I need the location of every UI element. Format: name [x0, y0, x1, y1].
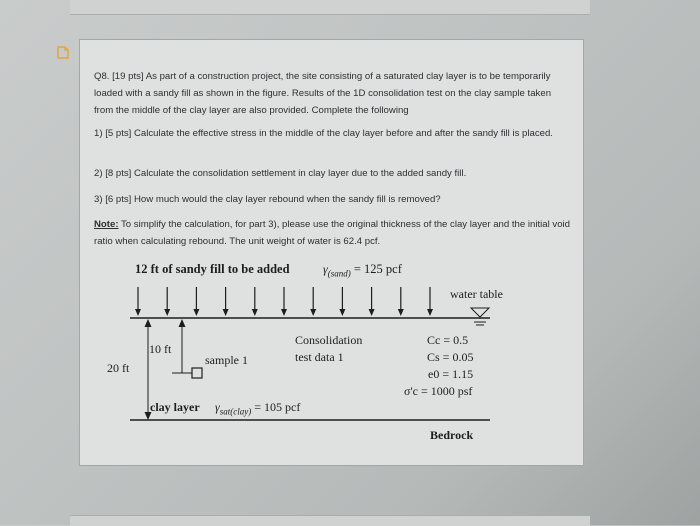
twenty-ft-label: 20 ft	[107, 361, 130, 375]
load-arrow-head	[369, 309, 375, 316]
load-arrow-head	[281, 309, 287, 316]
question-intro: Q8. [19 pts] As part of a construction project, the site consisting of a saturated clay layer is to be temporarily loaded with a sandy fill as shown in the figure. Results of the 1D consolidation test on the clay sample taken from the middle of the clay layer are also provided. Complete the following	[94, 71, 552, 116]
swelling-index: Cs = 0.05	[427, 350, 474, 364]
clay-unit-weight: $\gamma_{sat(clay)} = 105$ pcf	[215, 400, 301, 417]
load-arrow-head	[339, 309, 345, 316]
fill-unit-weight: $\gamma_{(sand)} = 125$ pcf	[323, 262, 402, 279]
test-data-label: test data 1	[295, 350, 344, 364]
load-arrow-head	[223, 309, 229, 316]
sample-label: sample 1	[205, 353, 248, 367]
load-arrow-head	[398, 309, 404, 316]
note-text: To simplify the calculation, for part 3), please use the original thickness of the clay layer and the initial void ratio when calculating rebound. The unit weight of water is 62.4 pcf.	[94, 219, 571, 247]
consolidation-label: Consolidation	[295, 333, 363, 347]
question-part-3: 3) [6 pts] How much would the clay layer rebound when the sandy fill is removed?	[94, 194, 441, 205]
preconsolidation-pressure: σ'c = 1000 psf	[404, 384, 473, 398]
water-table-label: water table	[450, 287, 503, 301]
sample-box	[192, 368, 202, 378]
question-part-2: 2) [8 pts] Calculate the consolidation settlement in clay layer due to the added sandy fill.	[94, 168, 467, 179]
load-arrow-head	[135, 309, 141, 316]
water-table-icon	[471, 308, 489, 325]
load-arrow-head	[427, 309, 433, 316]
fill-load-arrows	[135, 287, 433, 316]
fill-label: 12 ft of sandy fill to be added	[135, 262, 290, 276]
load-arrow-head	[193, 309, 199, 316]
initial-void-ratio: e0 = 1.15	[428, 367, 474, 381]
load-arrow-head	[164, 309, 170, 316]
load-arrow-head	[252, 309, 258, 316]
load-arrow-head	[310, 309, 316, 316]
ten-ft-dimension	[172, 319, 192, 373]
bedrock-label: Bedrock	[430, 428, 474, 442]
question-part-1: 1) [5 pts] Calculate the effective stress in the middle of the clay layer before and after the sandy fill is placed.	[94, 128, 553, 139]
compression-index: Cc = 0.5	[427, 333, 469, 347]
clay-layer-label: clay layer	[150, 400, 200, 414]
ten-ft-label: 10 ft	[149, 342, 172, 356]
note-label: Note:	[94, 219, 119, 230]
